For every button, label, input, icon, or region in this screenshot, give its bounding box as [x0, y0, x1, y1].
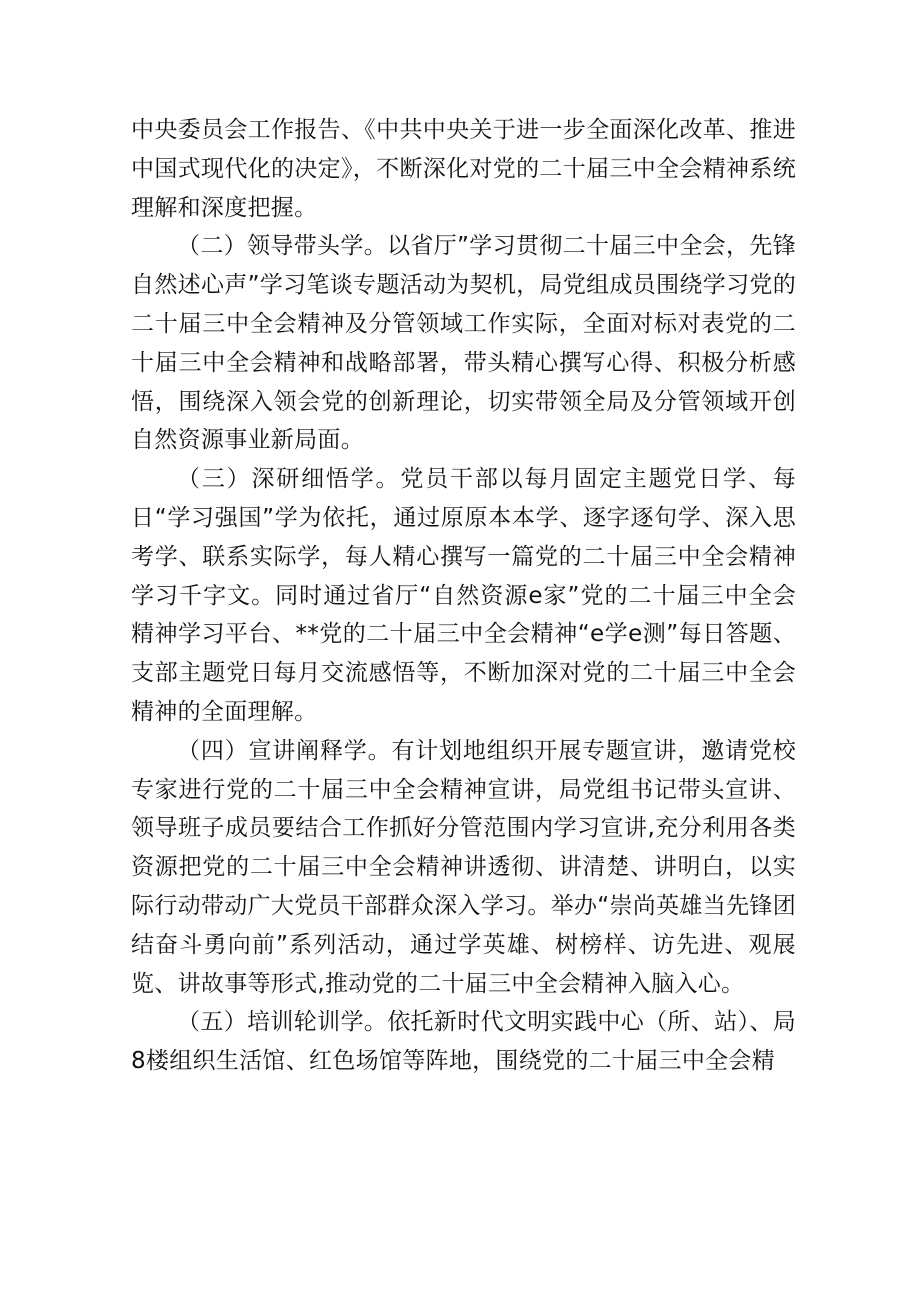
paragraph-deep-study	[131, 460, 796, 732]
paragraph-heading: （二）领导带头学。	[177, 233, 388, 260]
paragraph-text: 依托新时代文明实践中心（所、站）、局8楼组织生活馆、红色场馆等阵地，围绕党的二十届三中全会精	[131, 1009, 796, 1075]
paragraph-training-study	[131, 1003, 796, 1081]
paragraph-text: 党员干部以每月固定主题党日学、每日“学习强国”学为依托，通过原原本本学、逐字逐句学、深入思考学、联系实际学，每人精心撰写一篇党的二十届三中全会精神学习千字文。同时通过省厅“自然资源e家”党的二十届三中全会精神学习平台、**党的二十届三中全会精神“e学e测”每日答题、支部主题党日每月交流感悟等，不断加深对党的二十届三中全会精神的全面理解。	[131, 466, 796, 725]
paragraph-intro-continuation	[131, 111, 796, 227]
paragraph-text: 以省厅”学习贯彻二十届三中全会，先锋自然述心声”学习笔谈专题活动为契机，局党组成员围绕学习党的二十届三中全会精神及分管领域工作实际，全面对标对表党的二十届三中全会精神和战略部署，带头精心撰写心得、积极分析感悟，围绕深入领会党的创新理论，切实带领全局及分管领域开创自然资源事业新局面。	[131, 233, 796, 454]
paragraph-lecture-study	[131, 732, 796, 1004]
paragraph-heading: （三）深研细悟学。	[177, 466, 401, 493]
paragraph-heading: （四）宣讲阐释学。	[177, 737, 392, 764]
paragraph-text: 中央委员会工作报告、《中共中央关于进一步全面深化改革、推进中国式现代化的决定》，不断深化对党的二十届三中全会精神系统理解和深度把握。	[131, 117, 796, 221]
paragraph-leaders-study	[131, 227, 796, 460]
paragraph-text: 有计划地组织开展专题宣讲，邀请党校专家进行党的二十届三中全会精神宣讲，局党组书记带头宣讲、领导班子成员要结合工作抓好分管范围内学习宣讲,充分利用各类资源把党的二十届三中全会精神讲透彻、讲清楚、讲明白，以实际行动带动广大党员干部群众深入学习。举办“崇尚英雄当先锋团结奋斗勇向前”系列活动，通过学英雄、树榜样、访先进、观展览、讲故事等形式,推动党的二十届三中全会精神入脑入心。	[131, 737, 796, 997]
paragraph-heading: （五）培训轮训学。	[177, 1009, 388, 1036]
document-body	[131, 111, 796, 1081]
